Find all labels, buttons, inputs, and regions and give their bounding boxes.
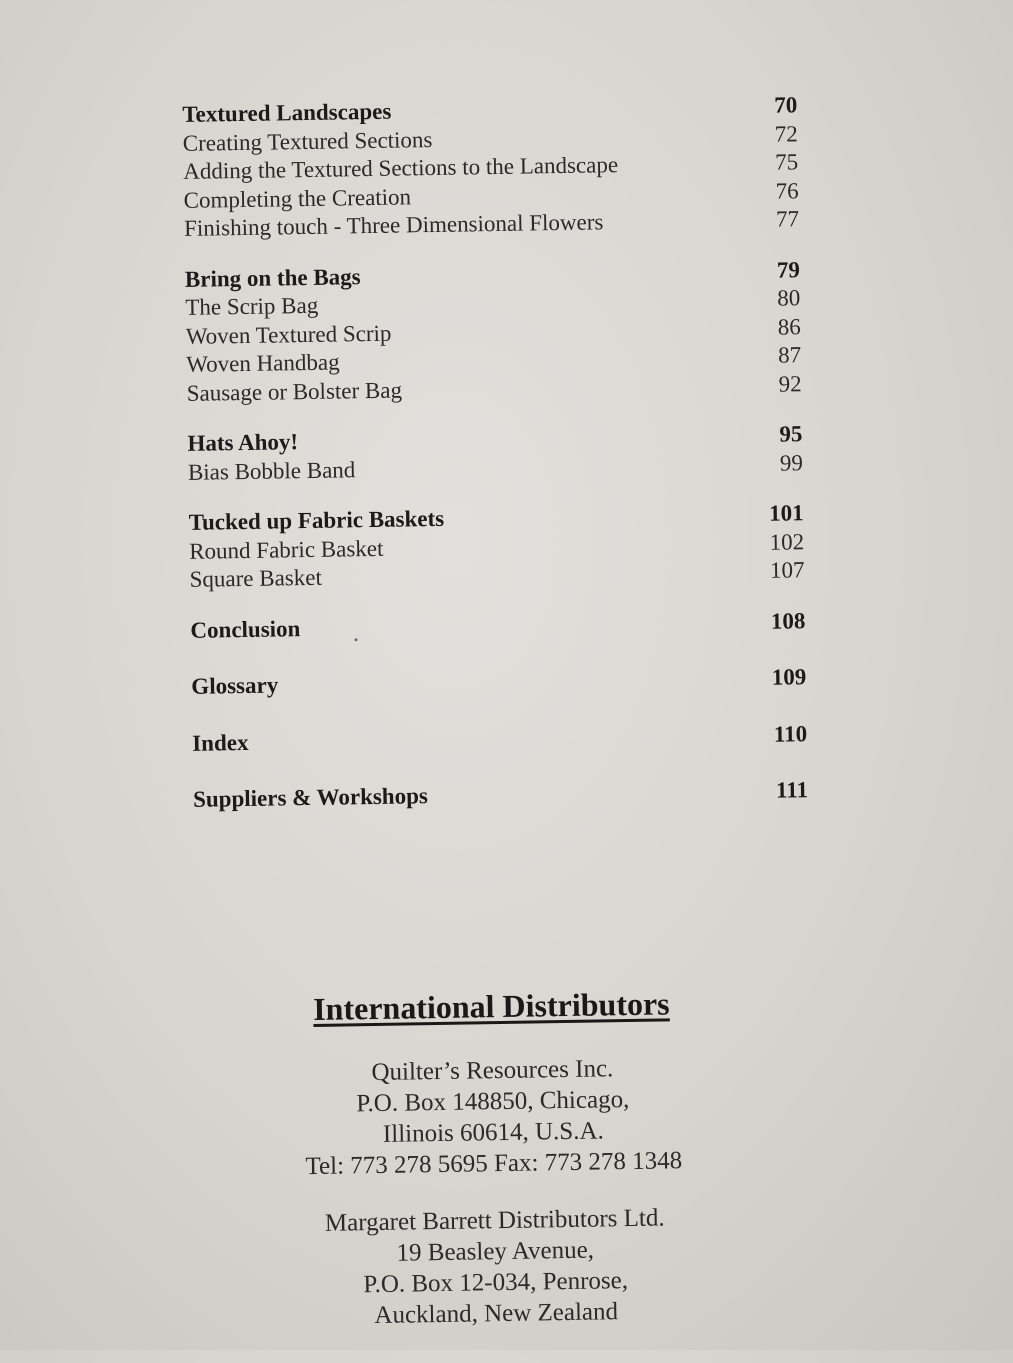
toc-entry-page: 80 [777, 285, 801, 311]
toc-entry-page: 76 [775, 177, 799, 204]
toc-heading [190, 607, 805, 645]
toc-heading-page: 110 [773, 720, 808, 747]
address-line: Quilter’s Resources Inc. [371, 1055, 614, 1087]
distributor-address [240, 1201, 752, 1333]
toc-entry-title: Round Fabric Basket [188, 535, 384, 564]
toc-heading-title: Hats Ahoy! [187, 429, 299, 456]
toc-section [191, 663, 806, 701]
international-distributors [236, 984, 752, 1359]
toc-section [187, 420, 803, 487]
toc-entry-title: Creating Textured Sections [182, 126, 433, 156]
toc-heading-title: Glossary [191, 672, 279, 699]
toc-entry-title: Finishing touch - Three Dimensional Flowers [183, 209, 604, 241]
address-line: 19 Beasley Avenue, [396, 1236, 595, 1267]
address-line: P.O. Box 148850, Chicago, [356, 1086, 630, 1118]
toc-entry-page: 87 [777, 342, 802, 368]
toc-entry-title: Sausage or Bolster Bag [186, 377, 403, 406]
toc-heading-page: 79 [776, 256, 801, 283]
toc-section [185, 256, 802, 408]
toc-entry-page: 99 [779, 449, 804, 476]
toc-heading [193, 776, 808, 814]
toc-heading-title: Tucked up Fabric Baskets [188, 505, 445, 535]
toc-section [192, 720, 807, 758]
address-line: Tel: 773 278 5695 Fax: 773 278 1348 [305, 1147, 683, 1181]
toc-section [193, 776, 808, 814]
address-line: P.O. Box 12-034, Penrose, [363, 1267, 629, 1299]
toc-heading-title: Conclusion [190, 615, 301, 643]
toc-heading-page: 109 [771, 664, 807, 690]
toc-entry-title: Bias Bobble Band [187, 456, 356, 485]
toc-entry-page: 107 [769, 557, 805, 583]
toc-entry-page: 77 [775, 206, 800, 232]
address-line: Illinois 60614, U.S.A. [382, 1117, 604, 1148]
toc-entry-title: Adding the Textured Sections to the Landscape [183, 152, 619, 184]
toc-heading [192, 720, 807, 758]
toc-entry-page: 86 [777, 313, 801, 340]
distributors-title: International Distributors [312, 985, 670, 1027]
toc-heading-page: 70 [774, 92, 798, 118]
toc-heading-page: 108 [770, 607, 806, 634]
toc-entry-title: Woven Textured Scrip [185, 320, 392, 349]
toc-heading-page: 111 [775, 777, 809, 803]
distributor-address [237, 1051, 749, 1183]
toc-heading-page: 95 [779, 421, 803, 447]
distributor-addresses [237, 1051, 751, 1333]
toc-section [189, 499, 805, 594]
toc-section [182, 91, 799, 243]
toc-heading-page: 101 [768, 500, 804, 526]
toc-entry-page: 72 [774, 120, 798, 147]
toc-entry-title: Woven Handbag [186, 349, 340, 377]
toc-heading-title: Index [192, 729, 249, 756]
toc-entry-title: Square Basket [189, 564, 323, 592]
toc-heading-title: Textured Landscapes [182, 98, 392, 127]
toc-entry-page: 75 [774, 149, 799, 175]
toc-heading [191, 663, 806, 701]
toc-section [190, 607, 805, 645]
toc-heading-title: Suppliers & Workshops [192, 783, 429, 812]
toc-entry-title: The Scrip Bag [185, 292, 319, 320]
address-line: Auckland, New Zealand [374, 1298, 619, 1330]
toc-entry-page: 92 [778, 370, 802, 397]
speck [355, 638, 358, 641]
address-line: Margaret Barrett Distributors Ltd. [324, 1204, 665, 1237]
table-of-contents [182, 91, 809, 842]
toc-entry-page: 102 [769, 528, 805, 555]
toc-entry-title: Completing the Creation [183, 183, 412, 213]
toc-heading-title: Bring on the Bags [184, 263, 361, 292]
